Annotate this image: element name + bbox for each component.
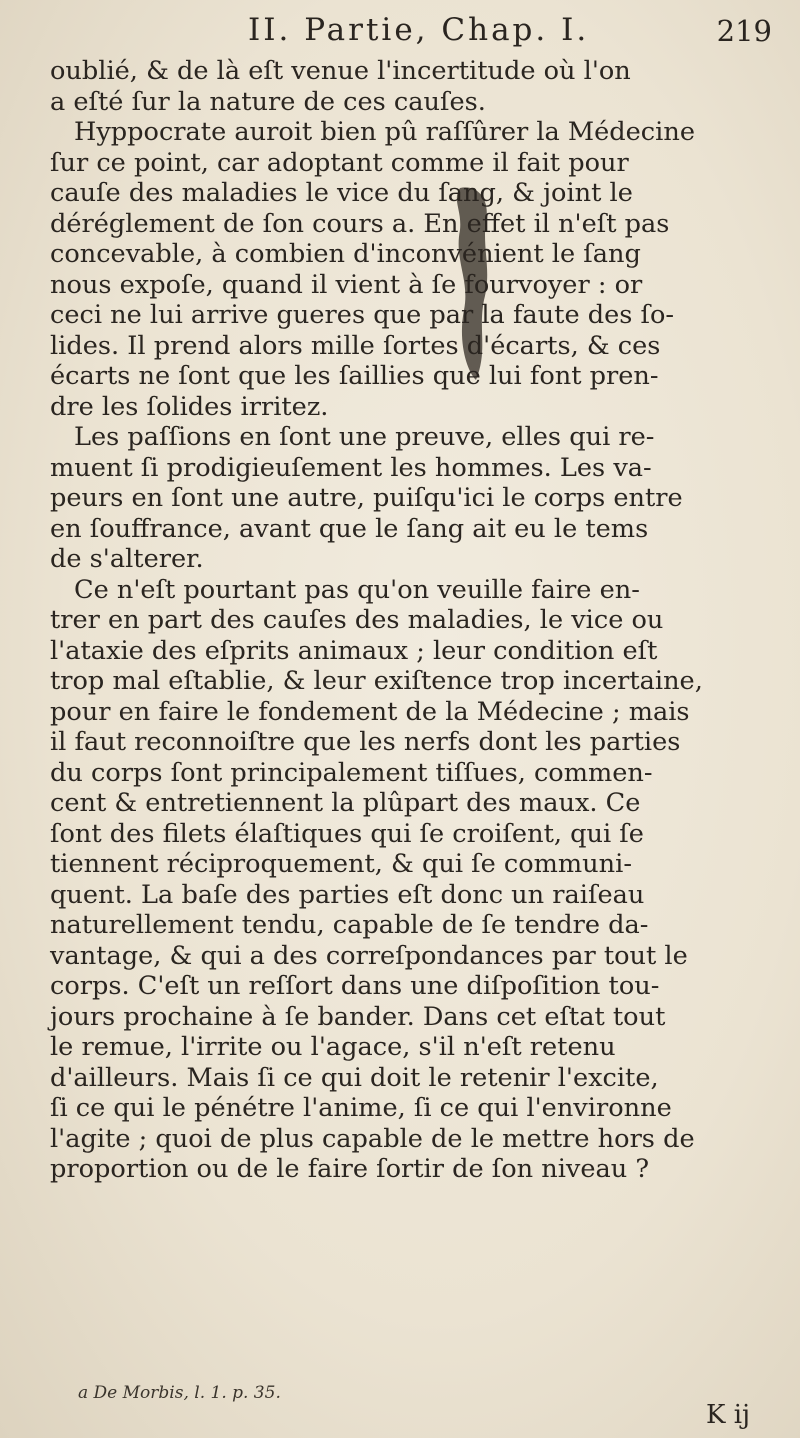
text-line: de s'alterer. — [50, 544, 204, 574]
body-text — [50, 56, 784, 1185]
page-number: 219 — [716, 14, 772, 48]
text-line: oublié, & de là eſt venue l'incertitude où l'on — [50, 56, 631, 86]
text-line: en ſouffrance, avant que le ſang ait eu le tems — [50, 513, 649, 544]
text-line: l'agite ; quoi de plus capable de le mettre hors de — [50, 1123, 695, 1154]
text-line: du corps ſont principalement tiſſues, commen- — [50, 757, 653, 788]
text-line: cauſe des maladies le vice du ſang, & joint le — [50, 178, 633, 208]
text-line: écarts ne ſont que les ſaillies que lui font pren- — [50, 361, 659, 391]
text-line: ſi ce qui le pénétre l'anime, ſi ce qui l'environne — [50, 1093, 672, 1123]
text-line: naturellement tendu, capable de ſe tendre da- — [50, 910, 649, 940]
text-line: dre les ſolides irritez. — [50, 391, 329, 422]
page-header — [0, 12, 800, 62]
text-line: déréglement de ſon cours a. En effet il n'eſt pas — [50, 208, 670, 239]
text-line: a eſté ſur la nature de ces cauſes. — [50, 86, 486, 117]
text-line: quent. La baſe des parties eſt donc un raiſeau — [50, 879, 645, 910]
text-line: le remue, l'irrite ou l'agace, s'il n'eſt retenu — [50, 1032, 616, 1062]
text-line: pour en faire le fondement de la Médecine ; mais — [50, 696, 690, 727]
text-line: muent ſi prodigieuſement les hommes. Les va- — [50, 452, 652, 483]
text-line: jours prochaine à ſe bander. Dans cet eſtat tout — [50, 1001, 666, 1032]
text-line: Ce n'eſt pourtant pas qu'on veuille faire en- — [74, 574, 640, 605]
running-head: II. Partie, Chap. I. — [248, 12, 590, 48]
text-line: lides. Il prend alors mille ſortes d'écarts, & ces — [50, 330, 661, 361]
text-line: trer en part des cauſes des maladies, le vice ou — [50, 605, 664, 635]
text-line: l'ataxie des eſprits animaux ; leur condition eſt — [50, 635, 658, 666]
text-line: concevable, à combien d'inconvénient le ſang — [50, 239, 641, 269]
text-line: ſont des filets élaſtiques qui ſe croiſent, qui ſe — [50, 818, 644, 849]
text-line: vantage, & qui a des correſpondances par tout le — [50, 940, 688, 971]
text-line: Les paſſions en ſont une preuve, elles qui re- — [74, 422, 655, 452]
text-line: ceci ne lui arrive gueres que par la faute des ſo- — [50, 300, 675, 330]
text-line: Hyppocrate auroit bien pû raſſûrer la Médecine — [74, 117, 695, 147]
text-line: proportion ou de le faire ſortir de ſon niveau ? — [50, 1154, 650, 1184]
text-line: tiennent réciproquement, & qui ſe communi- — [50, 849, 632, 879]
text-line: corps. C'eſt un reſſort dans une diſpoſition tou- — [50, 971, 660, 1001]
text-line: trop mal eſtablie, & leur exiſtence trop incertaine, — [50, 666, 703, 696]
text-line: il faut reconnoiſtre que les nerfs dont les parties — [50, 727, 681, 757]
text-line: nous expoſe, quand il vient à ſe fourvoyer : or — [50, 269, 643, 300]
text-line: ſur ce point, car adoptant comme il fait pour — [50, 147, 629, 178]
text-line: d'ailleurs. Mais ſi ce qui doit le retenir l'excite, — [50, 1062, 659, 1093]
footnote: a De Morbis, l. 1. p. 35. — [78, 1383, 281, 1403]
text-line: peurs en ſont une autre, puiſqu'ici le corps entre — [50, 483, 683, 513]
text-line: cent & entretiennent la plûpart des maux. Ce — [50, 788, 641, 818]
signature-mark: K ij — [706, 1400, 751, 1430]
